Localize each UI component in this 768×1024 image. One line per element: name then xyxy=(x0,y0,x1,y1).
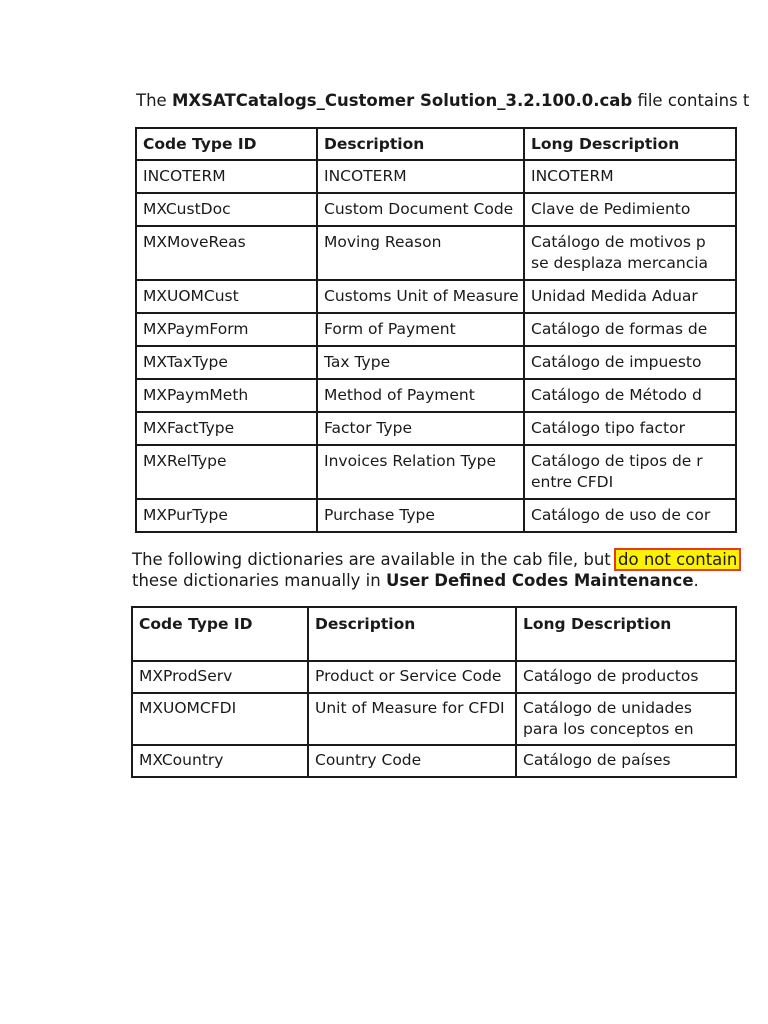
header-description: Description xyxy=(317,128,524,160)
long-description-line: se desplaza mercancia xyxy=(531,254,709,272)
long-description-line: Catálogo de Método d xyxy=(531,386,702,404)
long-description-cell xyxy=(524,445,736,499)
table-row xyxy=(136,280,736,313)
long-description-line: Catálogo de uso de cor xyxy=(531,506,711,524)
description-cell: Purchase Type xyxy=(317,499,524,532)
description-cell: INCOTERM xyxy=(317,160,524,193)
long-description-cell xyxy=(516,693,736,745)
code-type-id-cell: INCOTERM xyxy=(136,160,317,193)
note-line1-prefix: The following dictionaries are available in the cab file, but xyxy=(132,550,616,569)
description-cell: Form of Payment xyxy=(317,313,524,346)
description-cell: Customs Unit of Measure xyxy=(317,280,524,313)
description-cell: Unit of Measure for CFDI xyxy=(308,693,516,745)
code-type-id-cell: MXMoveReas xyxy=(136,226,317,280)
note-line2-prefix: these dictionaries manually in xyxy=(132,571,386,590)
long-description-line: para los conceptos en xyxy=(523,720,694,738)
catalog-table xyxy=(135,127,737,533)
intro-suffix: file contains t xyxy=(632,91,750,110)
udc-maintenance-label: User Defined Codes Maintenance xyxy=(385,571,694,590)
header-description: Description xyxy=(308,607,516,661)
long-description-line: Catálogo de productos xyxy=(523,667,699,685)
intro-paragraph xyxy=(136,90,749,112)
long-description-line: Catálogo de formas de xyxy=(531,320,708,338)
intro-prefix: The xyxy=(136,91,172,110)
dictionaries-note xyxy=(132,549,739,591)
long-description-cell xyxy=(524,313,736,346)
long-description-line: Catálogo de países xyxy=(523,751,671,769)
description-cell: Method of Payment xyxy=(317,379,524,412)
table-row xyxy=(132,661,736,693)
long-description-cell xyxy=(524,412,736,445)
description-cell: Tax Type xyxy=(317,346,524,379)
highlighted-text: do not contain xyxy=(618,550,738,569)
long-description-cell xyxy=(524,499,736,532)
header-code-type-id: Code Type ID xyxy=(132,607,308,661)
code-type-id-cell: MXCountry xyxy=(132,745,308,777)
table-header-row xyxy=(132,607,736,661)
table-row xyxy=(132,745,736,777)
long-description-line: INCOTERM xyxy=(531,167,614,185)
long-description-line: entre CFDI xyxy=(531,473,614,491)
table-row xyxy=(136,226,736,280)
description-cell: Product or Service Code xyxy=(308,661,516,693)
header-long-description: Long Description xyxy=(516,607,736,661)
table-row xyxy=(136,346,736,379)
table-row xyxy=(136,499,736,532)
description-cell: Country Code xyxy=(308,745,516,777)
code-type-id-cell: MXPurType xyxy=(136,499,317,532)
long-description-cell xyxy=(516,745,736,777)
long-description-cell xyxy=(524,160,736,193)
table-header-row xyxy=(136,128,736,160)
code-type-id-cell: MXTaxType xyxy=(136,346,317,379)
long-description-cell xyxy=(524,379,736,412)
long-description-cell xyxy=(524,226,736,280)
header-long-description: Long Description xyxy=(524,128,736,160)
description-cell: Moving Reason xyxy=(317,226,524,280)
header-code-type-id: Code Type ID xyxy=(136,128,317,160)
table-row xyxy=(136,412,736,445)
long-description-line: Catálogo tipo factor xyxy=(531,419,685,437)
description-cell: Factor Type xyxy=(317,412,524,445)
long-description-cell xyxy=(524,193,736,226)
long-description-line: Catálogo de unidades xyxy=(523,699,692,717)
long-description-line: Catálogo de impuesto xyxy=(531,353,702,371)
long-description-line: Clave de Pedimiento xyxy=(531,200,691,218)
description-cell: Custom Document Code xyxy=(317,193,524,226)
long-description-line: Catálogo de motivos p xyxy=(531,233,706,251)
table-row xyxy=(136,445,736,499)
table-row xyxy=(132,693,736,745)
cab-filename: MXSATCatalogs_Customer Solution_3.2.100.0.cab xyxy=(171,91,633,110)
code-type-id-cell: MXFactType xyxy=(136,412,317,445)
table-row xyxy=(136,379,736,412)
code-type-id-cell: MXProdServ xyxy=(132,661,308,693)
long-description-line: Unidad Medida Aduar xyxy=(531,287,698,305)
long-description-cell xyxy=(524,346,736,379)
code-type-id-cell: MXUOMCFDI xyxy=(132,693,308,745)
code-type-id-cell: MXUOMCust xyxy=(136,280,317,313)
long-description-cell xyxy=(524,280,736,313)
long-description-cell xyxy=(516,661,736,693)
table-row xyxy=(136,193,736,226)
note-line2-suffix: . xyxy=(693,571,699,590)
table-row xyxy=(136,160,736,193)
code-type-id-cell: MXCustDoc xyxy=(136,193,317,226)
long-description-line: Catálogo de tipos de r xyxy=(531,452,703,470)
manual-dictionaries-table xyxy=(131,606,737,778)
code-type-id-cell: MXPaymForm xyxy=(136,313,317,346)
code-type-id-cell: MXPaymMeth xyxy=(136,379,317,412)
code-type-id-cell: MXRelType xyxy=(136,445,317,499)
table-row xyxy=(136,313,736,346)
description-cell: Invoices Relation Type xyxy=(317,445,524,499)
